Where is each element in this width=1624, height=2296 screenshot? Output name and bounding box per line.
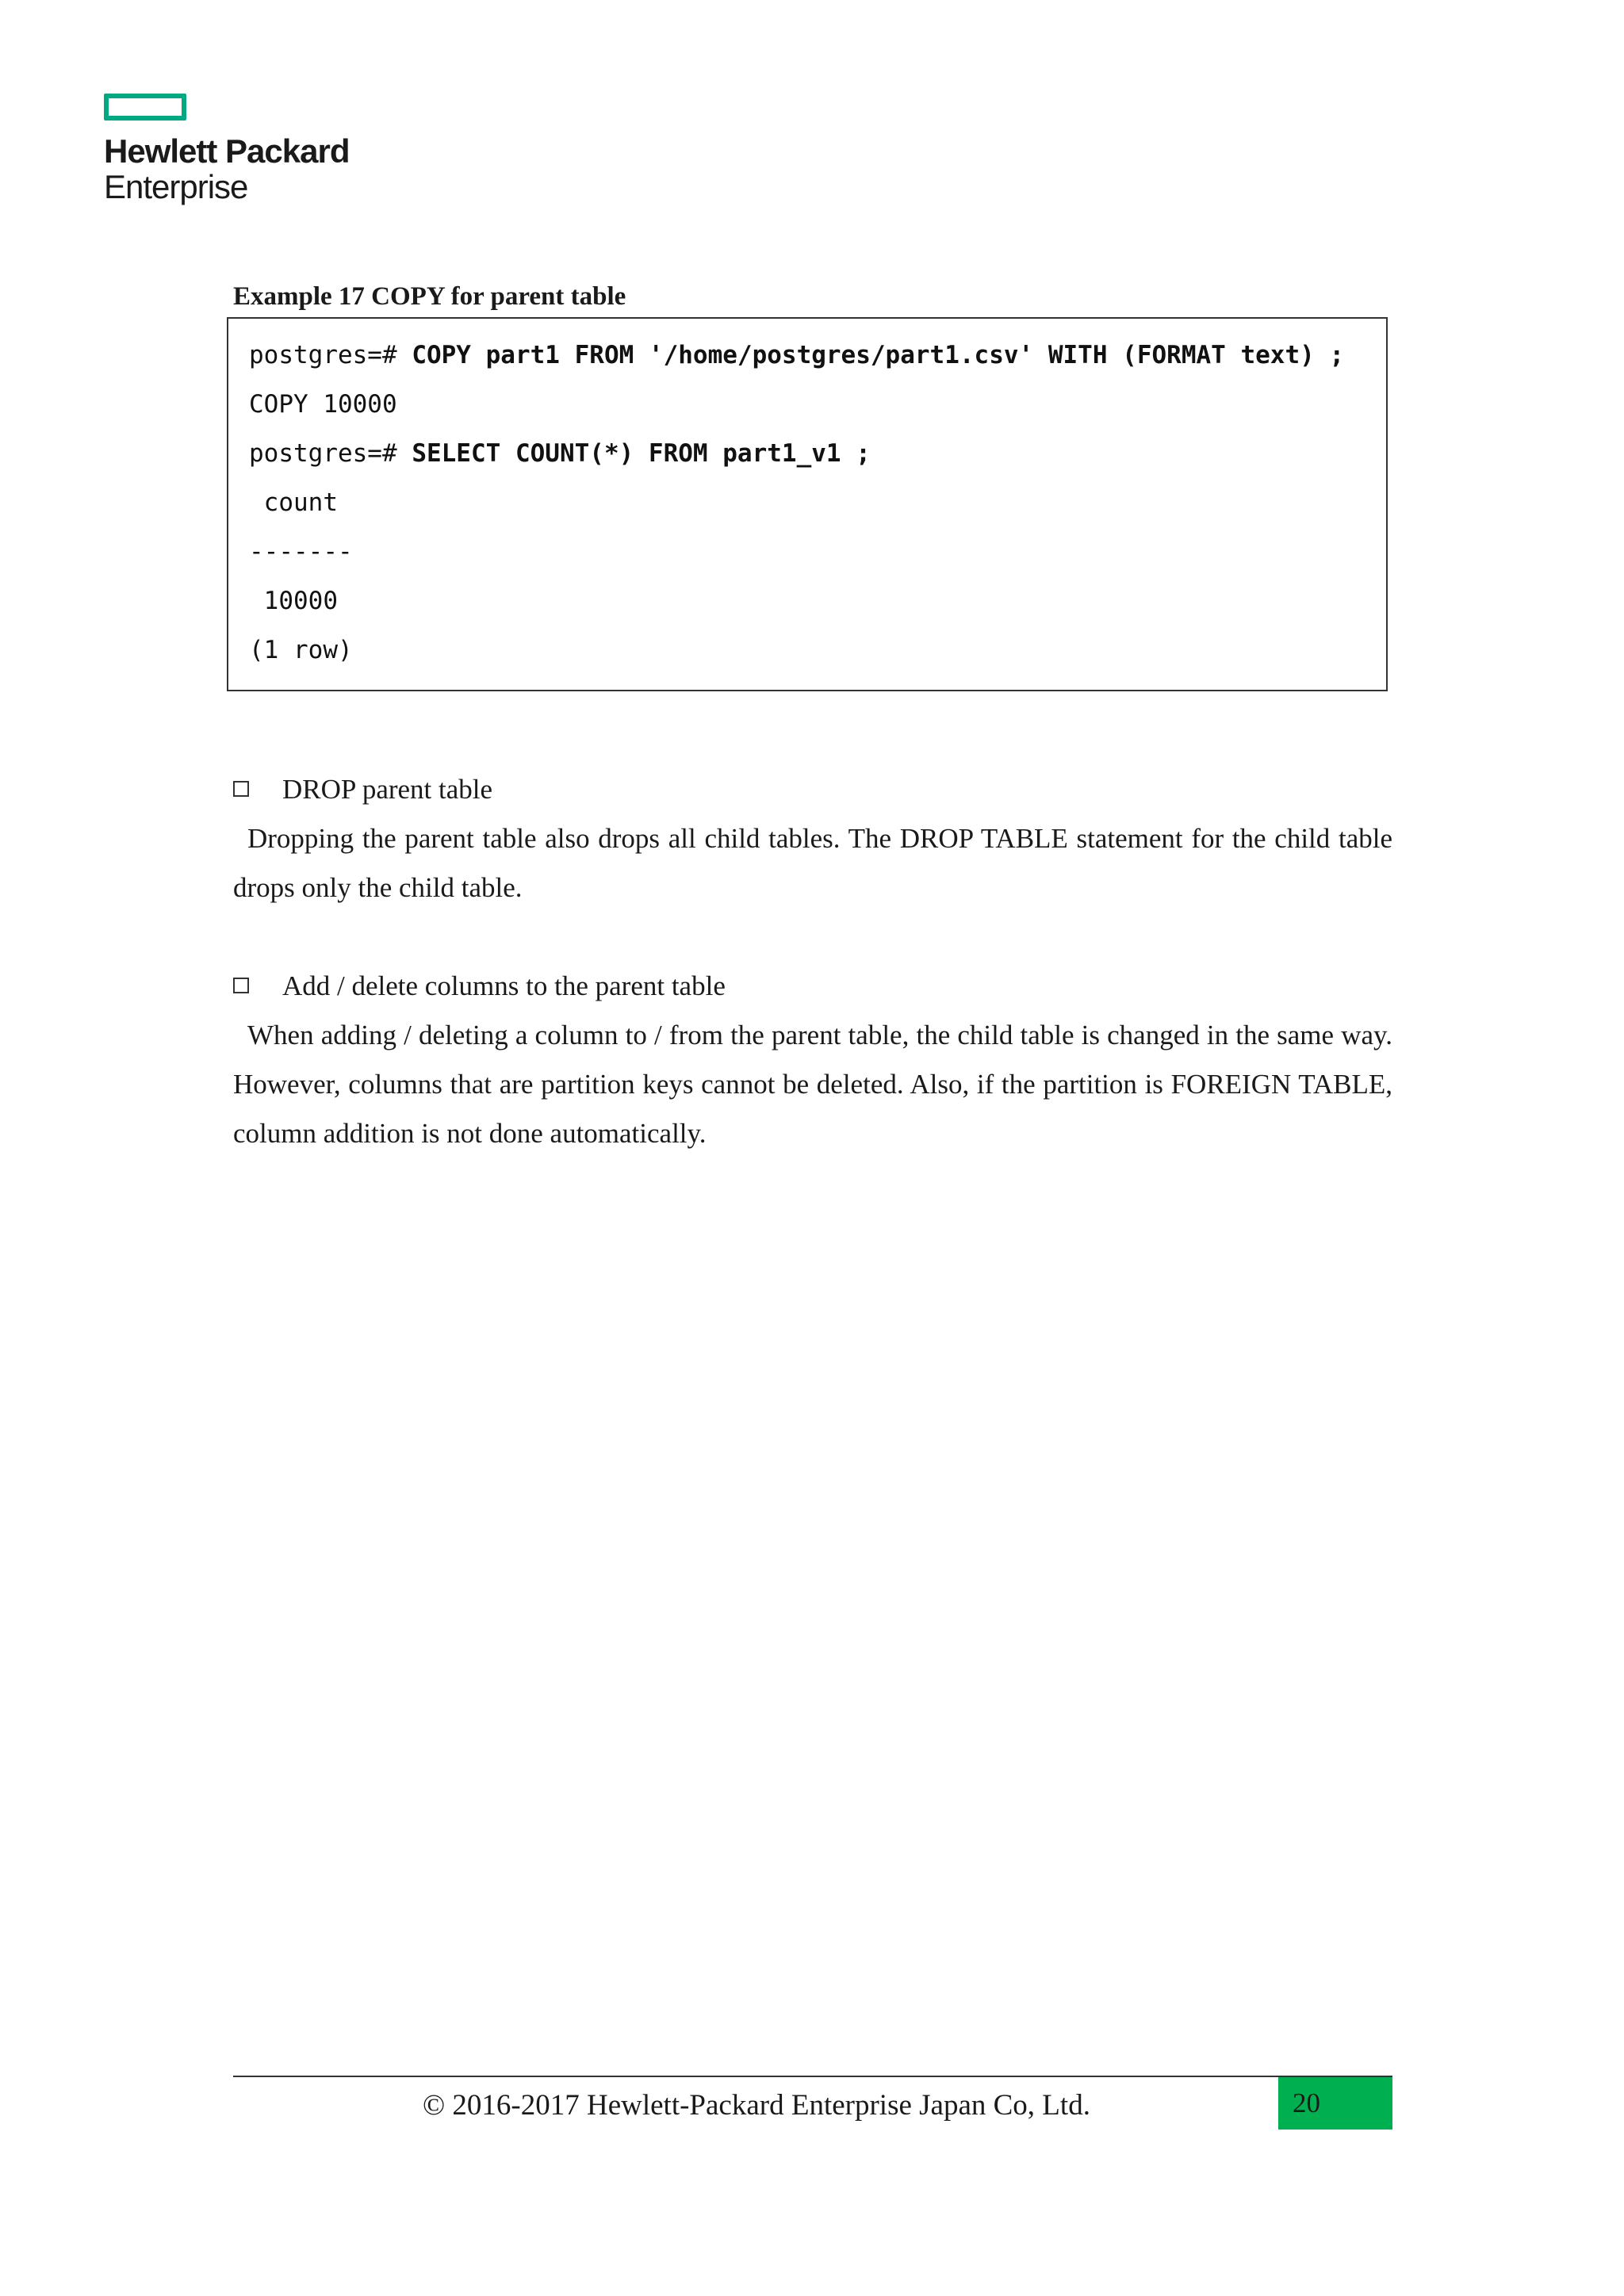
code-command: SELECT COUNT(*) FROM part1_v1 ; [412, 439, 871, 468]
code-block [227, 317, 1388, 691]
code-line-3 [249, 434, 1386, 484]
footer-divider [233, 2076, 1392, 2077]
section-heading-text: Add / delete columns to the parent table [282, 970, 726, 1001]
logo-line2: Enterprise [104, 168, 248, 205]
code-line-5: ------- [249, 538, 353, 566]
hpe-logo-mark [104, 94, 186, 121]
code-command: COPY part1 FROM '/home/postgres/part1.csv' WITH (FORMAT text) ; [412, 341, 1345, 369]
hpe-logo [104, 94, 349, 205]
section-body-columns: When adding / deleting a column to / from the parent table, the child table is changed in the same way. However, columns that are partition keys cannot be deleted. Also, if the partition is FOREIGN TABLE, column addition is not done automatically. [233, 1020, 1392, 1149]
section-heading-drop [233, 772, 492, 807]
page-number: 20 [1278, 2077, 1392, 2130]
section-heading-columns [233, 969, 726, 1004]
code-line-2: COPY 10000 [249, 390, 397, 419]
code-line-4: count [249, 488, 338, 517]
section-body-drop: Dropping the parent table also drops all child tables. The DROP TABLE statement for the child table drops only the child table. [233, 823, 1392, 903]
footer-copyright: © 2016-2017 Hewlett-Packard Enterprise Japan Co, Ltd. [423, 2089, 1090, 2122]
code-line-1 [249, 336, 1386, 385]
section-heading-text: DROP parent table [282, 774, 493, 805]
code-prompt: postgres=# [249, 341, 412, 369]
code-line-6: 10000 [249, 587, 338, 615]
code-prompt: postgres=# [249, 439, 412, 468]
code-line-7: (1 row) [249, 636, 353, 664]
square-bullet-icon [233, 978, 249, 993]
square-bullet-icon [233, 781, 249, 797]
example-caption: Example 17 COPY for parent table [233, 282, 626, 311]
logo-line1: Hewlett Packard [104, 132, 350, 170]
